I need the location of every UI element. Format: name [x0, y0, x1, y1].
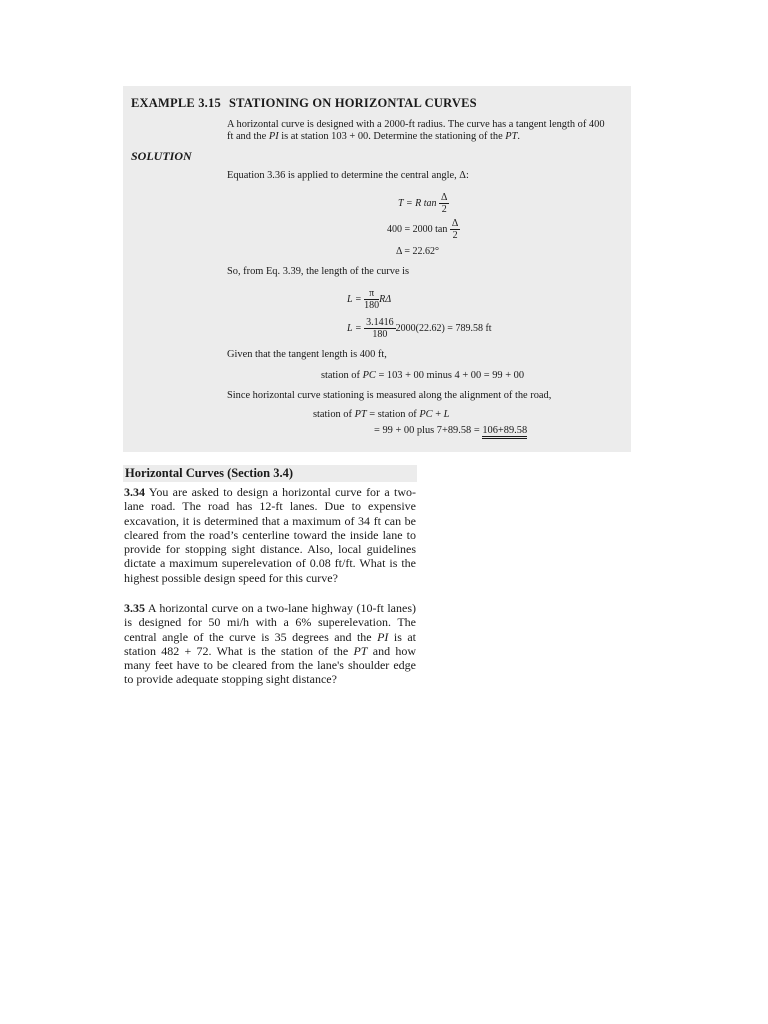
problem-statement-line2: ft and the PI is at station 103 + 00. Determine the stationing of the PT.	[227, 131, 521, 142]
problem-statement-line1: A horizontal curve is designed with a 2000-ft radius. The curve has a tangent length of 400	[227, 119, 605, 130]
example-number: EXAMPLE 3.15	[131, 96, 221, 110]
section-heading: Horizontal Curves (Section 3.4)	[123, 465, 417, 482]
equation-substituted: 400 = 2000 tan $\frac{\Delta}{2}$	[387, 218, 459, 241]
problem-3-35: 3.35 A horizontal curve on a two-lane highway (10-ft lanes) is designed for 50 mi/h with a 6% superelevation. The central angle of the curve is 35 degrees and the PI is at station 482 + 72. What is the station of the PT and how many feet have to be cleared from the lane's shoulder edge to provide adequate stopping sight distance?	[124, 601, 416, 687]
equation-tangent: T = R tan $\frac{\Delta}{2}$	[398, 192, 448, 215]
equation-central-angle: Δ = 22.62°	[396, 246, 440, 257]
so-line: So, from Eq. 3.39, the length of the curve is	[227, 266, 410, 277]
final-answer: 106+89.58	[482, 425, 527, 439]
final-answer-line: = 99 + 00 plus 7+89.58 = 106+89.58	[374, 425, 527, 436]
station-pc-line: station of PC = 103 + 00 minus 4 + 00 = 99 + 00	[321, 370, 525, 381]
equation-length-value: L = $\frac{3.1416}{180}$ 2000(22.62) = 789.58 ft	[347, 317, 492, 340]
solution-intro: Equation 3.36 is applied to determine the central angle, Δ:	[227, 170, 469, 181]
since-line: Since horizontal curve stationing is measured along the alignment of the road,	[227, 390, 552, 401]
equation-length: L = $\frac{\pi}{180}$ RΔ	[347, 288, 392, 311]
solution-label: SOLUTION	[131, 149, 192, 163]
problem-3-34: 3.34 You are asked to design a horizontal curve for a two-lane road. The road has 12-ft lanes. Due to expensive excavation, it is determined that a maximum of 34 ft can be cleared from the road’s centerline toward the inside lane to provide for stopping sight distance. Also, local guidelines dictate a maximum superelevation of 0.08 ft/ft. What is the highest possible design speed for this curve?	[124, 485, 416, 585]
station-pt-line: station of PT = station of PC + L	[313, 409, 450, 420]
given-line: Given that the tangent length is 400 ft,	[227, 349, 387, 360]
example-title: STATIONING ON HORIZONTAL CURVES	[229, 96, 477, 110]
